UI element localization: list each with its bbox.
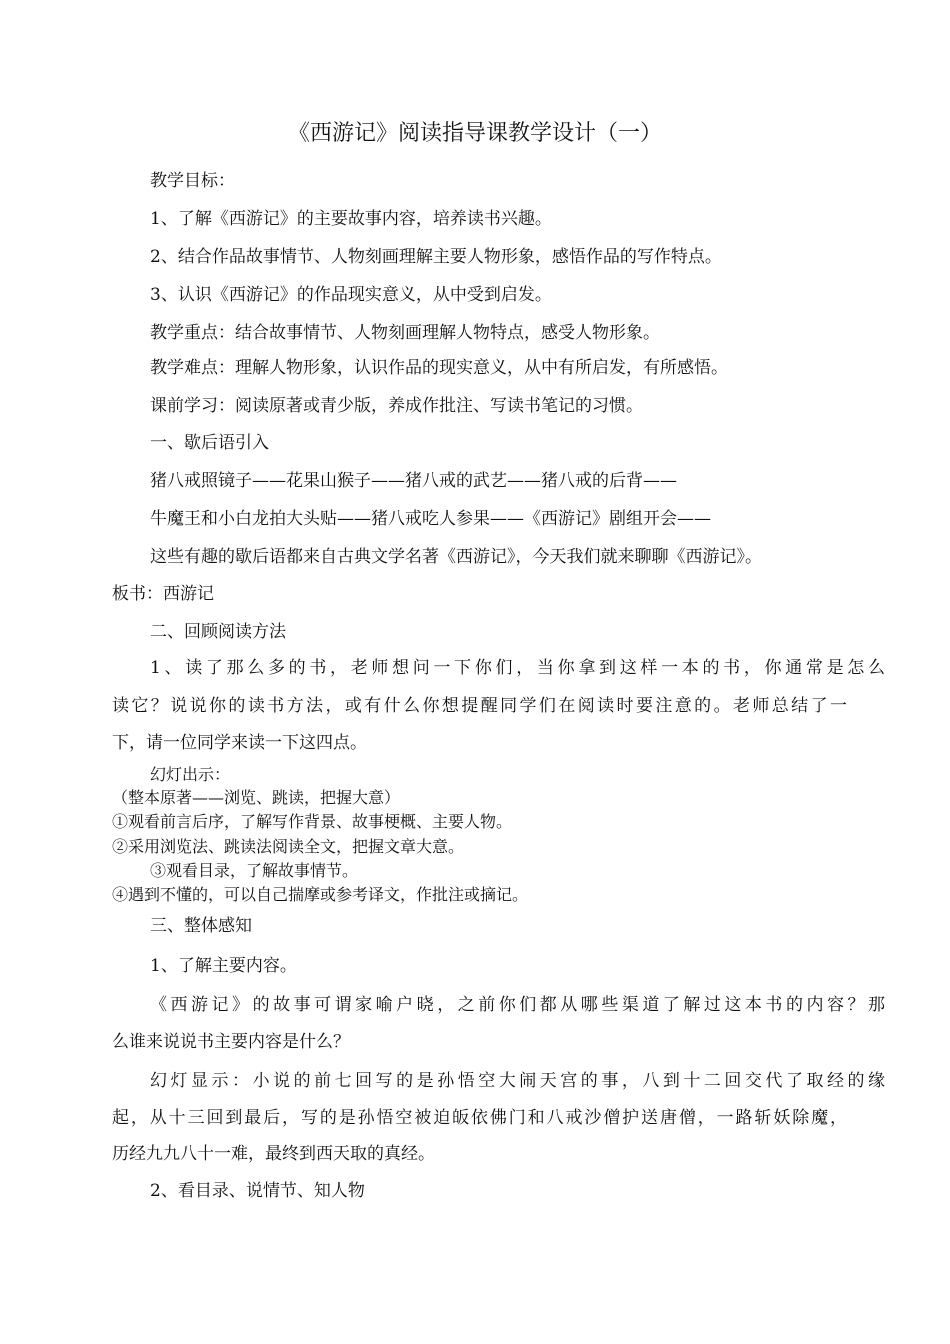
document-title: 《西游记》阅读指导课教学设计（一） (287, 121, 662, 146)
slide-item-1: ①观看前言后序，了解写作背景、故事梗概、主要人物。 (112, 812, 513, 831)
section-label-goals: 教学目标： (150, 171, 235, 191)
section-heading-2: 二、回顾阅读方法 (150, 622, 286, 642)
paragraph-line: 《西游记》的故事可谓家喻户晓，之前你们都从哪些渠道了解过这本书的内容？那 (150, 995, 885, 1015)
section-heading-3: 三、整体感知 (150, 916, 252, 936)
goal-item-2: 2、结合作品故事情节、人物刻画理解主要人物形象，感悟作品的写作特点。 (150, 247, 722, 267)
section-heading-1: 一、歇后语引入 (150, 433, 269, 453)
goal-item-1: 1、了解《西游记》的主要故事内容，培养读书兴趣。 (150, 209, 552, 229)
proverb-line-2: 牛魔王和小白龙拍大头贴——猪八戒吃人参果——《西游记》剧组开会—— (150, 509, 711, 529)
paragraph-line: 起，从十三回到最后，写的是孙悟空被迫皈依佛门和八戒沙僧护送唐僧，一路斩妖除魔， (112, 1108, 847, 1128)
paragraph-line: 1、读了那么多的书，老师想问一下你们，当你拿到这样一本的书，你通常是怎么 (150, 658, 885, 678)
subsection-heading-2: 2、看目录、说情节、知人物 (150, 1181, 365, 1201)
paragraph-line: 读它？说说你的读书方法，或有什么你想提醒同学们在阅读时要注意的。老师总结了一 (112, 696, 847, 716)
subsection-heading-1: 1、了解主要内容。 (150, 956, 297, 976)
slide-item-2: ②采用浏览法、跳读法阅读全文，把握文章大意。 (112, 837, 465, 856)
intro-paragraph: 这些有趣的歇后语都来自古典文学名著《西游记》，今天我们就来聊聊《西游记》。 (150, 547, 762, 567)
slide-item-4: ④遇到不懂的，可以自己揣摩或参考译文，作批注或摘记。 (112, 885, 529, 904)
pre-class-study: 课前学习：阅读原著或青少版，养成作批注、写读书笔记的习惯。 (150, 396, 643, 416)
goal-item-3: 3、认识《西游记》的作品现实意义，从中受到启发。 (150, 285, 552, 305)
difficult-points: 教学难点：理解人物形象，认识作品的现实意义，从中有所启发，有所感悟。 (150, 358, 728, 378)
paragraph-line: 历经九九八十一难，最终到西天取的真经。 (112, 1144, 435, 1164)
paragraph-line: 么谁来说说书主要内容是什么？ (112, 1032, 350, 1052)
paragraph-line: 幻灯显示：小说的前七回写的是孙悟空大闹天宫的事，八到十二回交代了取经的缘 (150, 1071, 885, 1091)
slide-label: 幻灯出示： (150, 765, 231, 784)
slide-subtitle: （整本原著——浏览、跳读，把握大意） (112, 788, 401, 807)
proverb-line-1: 猪八戒照镜子——花果山猴子——猪八戒的武艺——猪八戒的后背—— (150, 471, 677, 491)
key-points: 教学重点：结合故事情节、人物刻画理解人物特点，感受人物形象。 (150, 323, 660, 343)
slide-item-3: ③观看目录，了解故事情节。 (150, 861, 359, 880)
paragraph-line: 下，请一位同学来读一下这四点。 (112, 733, 367, 753)
blackboard-note: 板书：西游记 (112, 584, 214, 604)
